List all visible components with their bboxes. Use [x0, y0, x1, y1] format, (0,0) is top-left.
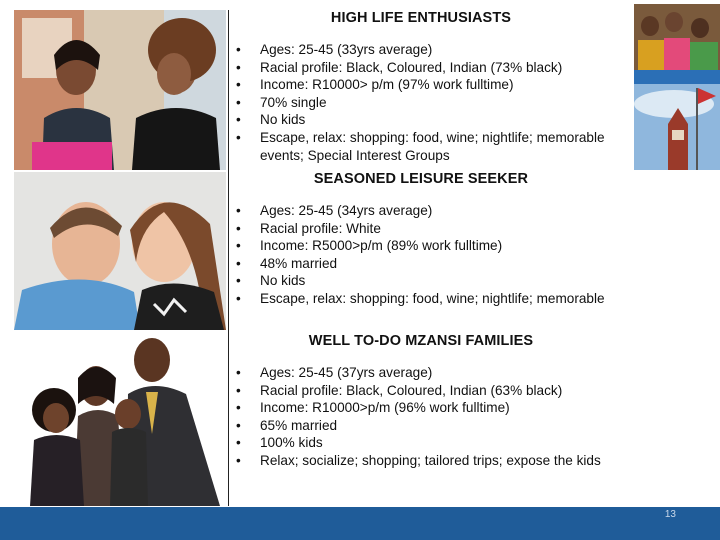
segment-title: HIGH LIFE ENTHUSIASTS: [330, 10, 512, 26]
segment-well-to-do-mzansi-families: [232, 333, 610, 470]
list-item: • Racial profile: Black, Coloured, Indian (63% black): [232, 382, 610, 400]
list-item: • Ages: 25-45 (37yrs average): [232, 364, 610, 382]
segment-title: SEASONED LEISURE SEEKER: [313, 171, 529, 187]
photo-couple: [14, 172, 226, 330]
photo-family: [14, 334, 226, 506]
list-item: • 65% married: [232, 417, 610, 435]
column-divider: [228, 10, 229, 506]
list-item: • 48% married: [232, 255, 610, 273]
page-number: 13: [664, 509, 676, 520]
segment-seasoned-leisure-seeker: [232, 171, 610, 308]
list-item: • 100% kids: [232, 434, 610, 452]
list-item: • Income: R5000>p/m (89% work fulltime): [232, 237, 610, 255]
list-item: • Ages: 25-45 (34yrs average): [232, 202, 610, 220]
photo-crowd-thumbnail: [634, 4, 720, 170]
segment-title: WELL TO-DO MZANSI FAMILIES: [308, 333, 534, 349]
list-item: • Income: R10000> p/m (97% work fulltime): [232, 76, 610, 94]
list-item: • Racial profile: White: [232, 220, 610, 238]
footer-bar: [0, 507, 720, 540]
list-item: • Escape, relax: shopping: food, wine; nightlife; memorable events; Special Interest Groups: [232, 129, 610, 164]
list-item: • Racial profile: Black, Coloured, Indian (73% black): [232, 59, 610, 77]
list-item: • Escape, relax: shopping: food, wine; nightlife; memorable: [232, 290, 610, 308]
list-item: • Ages: 25-45 (33yrs average): [232, 41, 610, 59]
list-item: • 70% single: [232, 94, 610, 112]
segment-high-life-enthusiasts: [232, 10, 610, 164]
photo-women-friends: [14, 10, 226, 170]
list-item: • No kids: [232, 272, 610, 290]
list-item: • No kids: [232, 111, 610, 129]
list-item: • Income: R10000>p/m (96% work fulltime): [232, 399, 610, 417]
list-item: • Relax; socialize; shopping; tailored trips; expose the kids: [232, 452, 610, 470]
